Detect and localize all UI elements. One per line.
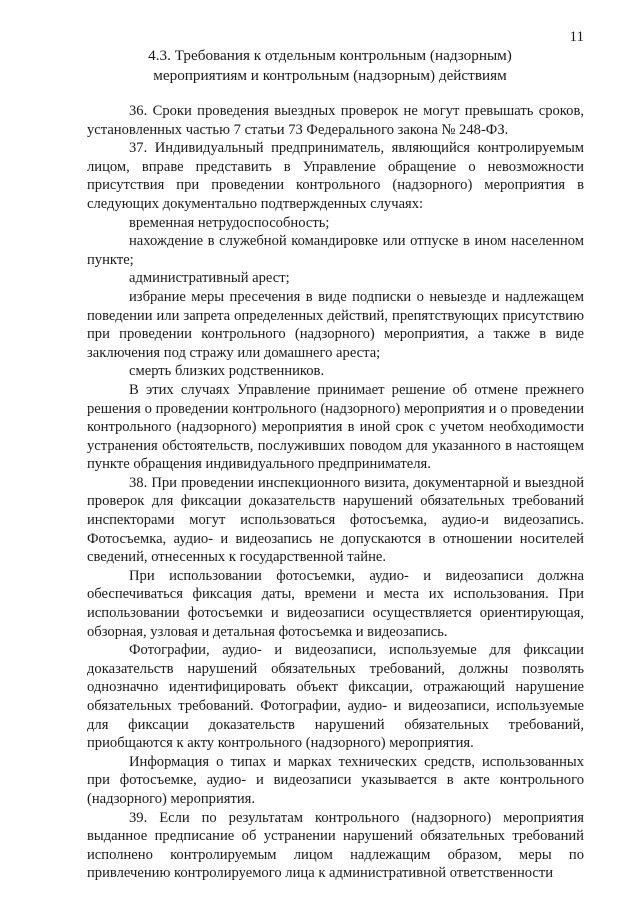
- list-item-administrative-arrest: административный арест;: [129, 270, 290, 287]
- paragraph-recording-date-time: При использовании фотосъемки, аудио- и видеозаписи должна обеспечиваться фиксация даты, времени и места их использования. При использовании фотосъемки и видеозаписи осуществляется ориентирующая, обзорная, узловая и детальная фотосъемка и видеозапись.: [87, 567, 584, 640]
- section-heading-line-1: 4.3. Требования к отдельным контрольным (надзорным): [148, 47, 512, 64]
- paragraph-technical-means-info: Информация о типах и марках технических средств, использованных при фотосъемке, аудио- и видеозаписи указывается в акте контрольного (надзорного) мероприятия.: [87, 753, 584, 807]
- paragraph-38-photo-video: 38. При проведении инспекционного визита, документарной и выездной проверок для фиксации доказательств нарушений обязательных требований инспекторами могут использоваться фотосъемка, аудио-и видеозапись. Фотосъемка, аудио- и видеозапись не допускаются в отношении носителей сведений, отнесенных к государственной тайне.: [87, 474, 584, 566]
- section-heading: [80, 46, 580, 85]
- paragraph-37-absence-request: 37. Индивидуальный предприниматель, являющийся контролируемым лицом, вправе представить в Управление обращение о невозможности присутствия при проведении контрольного (надзорного) мероприятия в следующих документально подтвержденных случаях:: [87, 140, 584, 212]
- list-item-temporary-disability: временная нетрудоспособность;: [129, 214, 330, 231]
- page-number: 11: [569, 29, 584, 45]
- paragraph-36-inspection-terms: 36. Сроки проведения выездных проверок не могут превышать сроков, установленных частью 7 статьи 73 Федерального закона № 248-ФЗ.: [87, 103, 584, 138]
- list-item-business-trip: нахождение в служебной командировке или отпуске в ином населенном пункте;: [87, 233, 584, 268]
- body-text: [87, 102, 584, 883]
- list-item-relative-death: смерть близких родственников.: [129, 363, 325, 380]
- section-heading-line-2: мероприятиям и контрольным (надзорным) действиям: [153, 66, 507, 84]
- paragraph-39-prescription-fulfilled: 39. Если по результатам контрольного (надзорного) мероприятия выданное предписание об устранении нарушений обязательных требований исполнено контролируемым лицом надлежащим образом, меры по привлечению контролируемого лица к административной ответственности: [87, 809, 584, 882]
- paragraph-photo-identification: Фотографии, аудио- и видеозаписи, используемые для фиксации доказательств нарушений обязательных требований, должны позволять однозначно идентифицировать объект фиксации, отражающий нарушение обязательных требований. Фотографии, аудио- и видеозаписи, используемые для фиксации доказательств нарушений обязательных требований, приобщаются к акту контрольного (надзорного) мероприятия.: [87, 642, 584, 752]
- paragraph-cancellation-decision: В этих случаях Управление принимает решение об отмене прежнего решения о проведении контрольного (надзорного) мероприятия и о проведении контрольного (надзорного) мероприятия в иной срок с учетом необходимости устранения обстоятельств, послуживших поводом для указанного в настоящем пункте обращения индивидуального предпринимателя.: [87, 381, 584, 473]
- list-item-preventive-measure: избрание меры пресечения в виде подписки о невыезде и надлежащем поведении или запрета определенных действий, препятствующих присутствию при проведении контрольного (надзорного) мероприятия, а также в виде заключения под стражу или домашнего ареста;: [87, 288, 584, 361]
